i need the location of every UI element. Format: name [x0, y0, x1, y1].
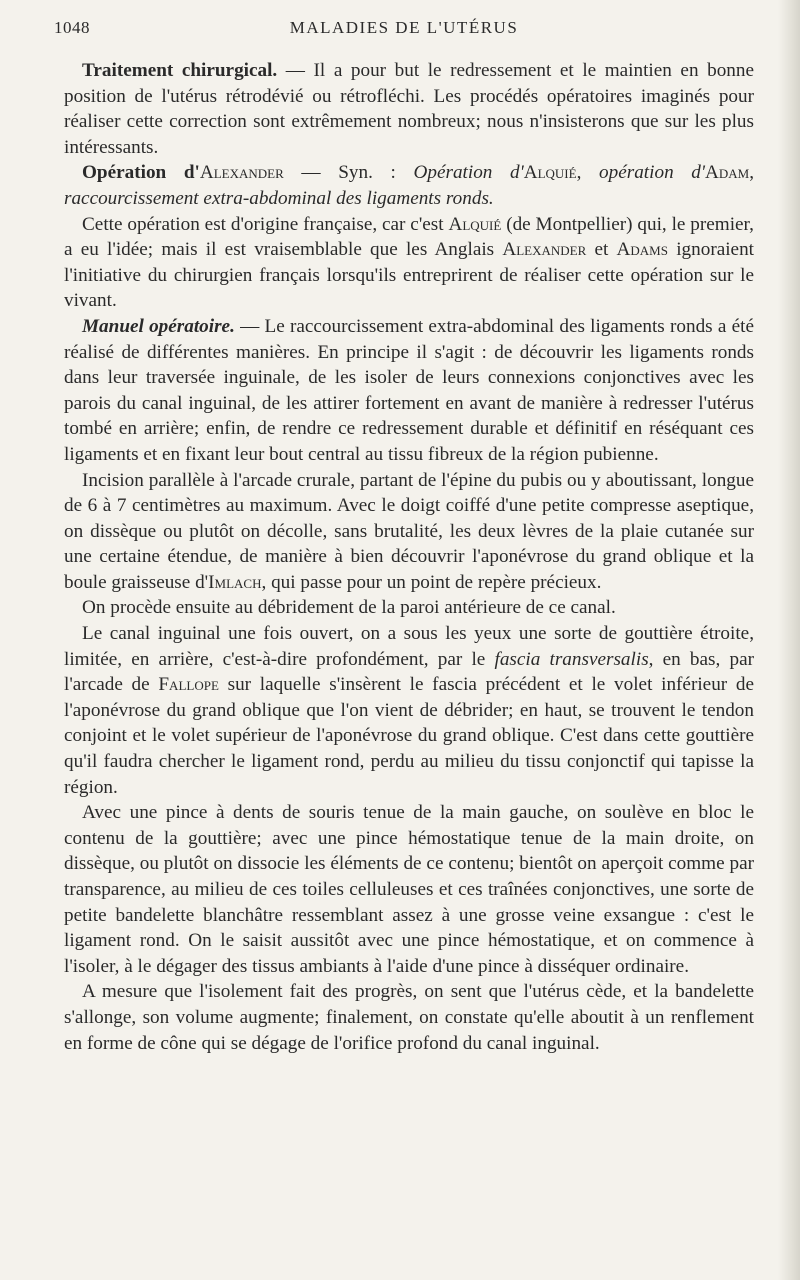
- text-run: Le canal inguinal une fois ouvert, on a sous les yeux une sorte de gouttière étroite, limitée, en arrière, c'est-à-dire profondément, par le: [64, 623, 754, 670]
- page-edge-shadow: [778, 0, 800, 1280]
- text-run: Opération d': [82, 162, 200, 184]
- text-run: Cette opération est d'origine française, car c'est: [82, 213, 449, 235]
- text-run: , qui passe pour un point de repère précieux.: [261, 571, 602, 593]
- text-run: (de Montpellier) qui, le premier, a eu l'idée; mais il est vraisemblable que les Anglais: [64, 213, 754, 261]
- text-run: — Il a pour but le redressement et le maintien en bonne position de l'utérus rétrodévié ou rétrofléchi. Les procédés opératoires imaginés pour réaliser cette correction sont extrêmement nombreux; nous n'insisterons que sur les plus intéressants.: [64, 60, 754, 158]
- book-page: [54, 18, 754, 1056]
- page-header: [54, 18, 754, 58]
- paragraph: [64, 468, 754, 596]
- page-number: 1048: [54, 18, 90, 37]
- text-run: A mesure que l'isolement fait des progrès, on sent que l'utérus cède, et la bandelette s'allonge, son volume augmente; finalement, on constate qu'elle aboutit à un renflement en forme de cône qui se dégage de l'orifice profond du canal inguinal.: [64, 981, 754, 1054]
- text-run: sur laquelle s'insèrent le fascia précédent et le volet inférieur de l'aponévrose du grand oblique que l'on vient de débrider; en haut, se trouvent le tendon conjoint et le volet supérieur de l'aponévrose du grand oblique. C'est dans cette gouttière qu'il faudra chercher le ligament rond, perdu au milieu du tissu conjonctif qui tapisse la région.: [64, 674, 754, 798]
- text-run: Adams: [616, 239, 668, 261]
- running-title: MALADIES DE L'UTÉRUS: [289, 18, 519, 37]
- text-run: Alquié: [448, 213, 502, 235]
- text-run: Manuel opératoire.: [82, 315, 235, 337]
- text-run: et: [586, 239, 617, 261]
- text-run: ,: [576, 162, 600, 184]
- paragraph: [64, 212, 754, 314]
- body-text: [64, 58, 754, 1056]
- paragraph: [64, 621, 754, 800]
- paragraph: [64, 800, 754, 979]
- text-run: — Syn. :: [283, 162, 414, 184]
- paragraph: [64, 160, 754, 211]
- text-run: Alexander: [199, 162, 284, 184]
- text-run: Avec une pince à dents de souris tenue de la main gauche, on soulève en bloc le contenu de la gouttière; avec une pince hémostatique tenue de la main droite, on dissèque, ou plutôt on dissocie les éléments de ce contenu; bientôt on aperçoit comme par transparence, au milieu de ces toiles celluleuses et ces traînées conjonctives, une sorte de petite bandelette blanchâtre ressemblant assez à une grosse veine exsangue : c'est le ligament rond. On le saisit aussitôt avec une pince hémostatique, et on commence à l'isoler, à le dégager des tissus ambiants à l'aide d'une pince à disséquer ordinaire.: [64, 802, 754, 977]
- paragraph: [64, 314, 754, 468]
- text-run: Fallope: [158, 674, 219, 696]
- text-run: ,: [749, 162, 755, 184]
- text-run: ignoraient l'initiative du chirurgien français lorsqu'ils entreprirent de réaliser cette opération sur le vivant.: [64, 239, 754, 312]
- text-run: Traitement chirurgical.: [82, 60, 278, 81]
- text-run: opération d': [599, 162, 706, 184]
- text-run: , en bas, par l'arcade de: [64, 648, 754, 696]
- paragraph: [64, 58, 754, 160]
- text-run: Imlach: [208, 571, 262, 593]
- text-run: raccourcissement extra-abdominal des ligaments ronds.: [64, 187, 494, 209]
- text-run: Incision parallèle à l'arcade crurale, partant de l'épine du pubis ou y aboutissant, longue de 6 à 7 centimètres au maximum. Avec le doigt coiffé d'une petite compresse aseptique, on dissèque ou plutôt on décolle, sans brutalité, les deux lèvres de la plaie cutanée sur une certaine étendue, de manière à bien découvrir l'aponévrose du grand oblique et la boule graisseuse d': [64, 469, 754, 593]
- text-run: Adam: [705, 162, 750, 184]
- text-run: On procède ensuite au débridement de la paroi antérieure de ce canal.: [82, 597, 616, 619]
- paragraph: [64, 979, 754, 1056]
- paragraph: [64, 595, 754, 621]
- text-run: Opération d': [413, 162, 524, 184]
- text-run: — Le raccourcissement extra-abdominal des ligaments ronds a été réalisé de différentes manières. En principe il s'agit : de découvrir les ligaments ronds dans leur traversée inguinale, de les isoler de leurs connexions conjonctives avec les parois du canal inguinal, de les attirer fortement en avant de manière à redresser l'utérus tombé en arrière; enfin, de rendre ce redressement durable et définitif en réséquant ces ligaments et en fixant leur bout central au tissu fibreux de la région pubienne.: [64, 315, 754, 465]
- text-run: Alquié: [523, 162, 577, 184]
- text-run: fascia transversalis: [494, 648, 649, 670]
- text-run: Alexander: [502, 239, 587, 261]
